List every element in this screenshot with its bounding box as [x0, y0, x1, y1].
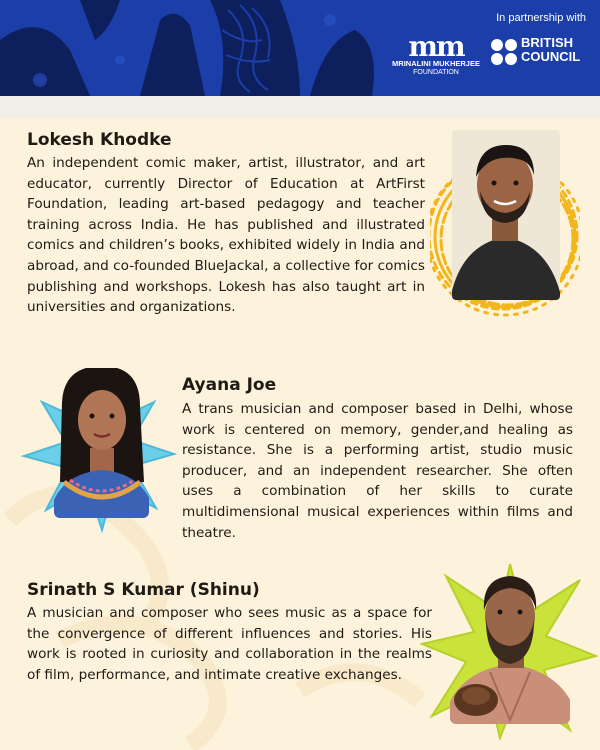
person-name-lokesh: Lokesh Khodke	[27, 130, 172, 150]
mm-logo-name: MRINALINI MUKHERJEE	[392, 59, 480, 68]
mm-logo-sub: FOUNDATION	[413, 69, 459, 76]
bc-line-2: COUNCIL	[521, 49, 581, 64]
partnership-text: In partnership with	[496, 12, 586, 24]
person-name-srinath: Srinath S Kumar (Shinu)	[27, 580, 260, 600]
bc-line-1: BRITISH	[521, 35, 573, 50]
photo-srinath	[420, 560, 598, 740]
person-bio-srinath: A musician and composer who sees music as a space for the convergence of different influences and stories. His work is rooted in curiosity and collaboration in the realms of film, performance, and intimate creative exchanges.	[27, 605, 432, 683]
photo-ayana	[14, 362, 184, 542]
divider-strip	[0, 96, 600, 118]
mrinalini-mukherjee-foundation-logo	[388, 30, 484, 82]
person-name-ayana: Ayana Joe	[182, 375, 277, 395]
photo-lokesh	[430, 125, 580, 335]
person-bio-lokesh: An independent comic maker, artist, illustrator, and art educator, currently Director of Education at ArtFirst Foundation, leading art-based pedagogy and teacher training across India. He has published and illustrated comics and children’s books, exhibited widely in India and abroad, and co-founded BlueJackal, a collective for comics publishing and workshops. Lokesh has also taught art in universities and organizations.	[27, 155, 425, 316]
british-council-dots-icon	[490, 38, 518, 66]
person-bio-ayana: A trans musician and composer based in Delhi, whose work is centered on memory, gender,and healing as resistance. She is a performing artist, studio music producer, and an independent researcher. She often uses a combination of her skills to curate multidimensional musical experiences within films and theatre.	[182, 401, 573, 541]
british-council-wordmark	[521, 36, 593, 64]
mm-logo-mark: mm	[408, 30, 464, 63]
header-banner	[0, 0, 600, 96]
british-council-logo	[490, 36, 590, 66]
